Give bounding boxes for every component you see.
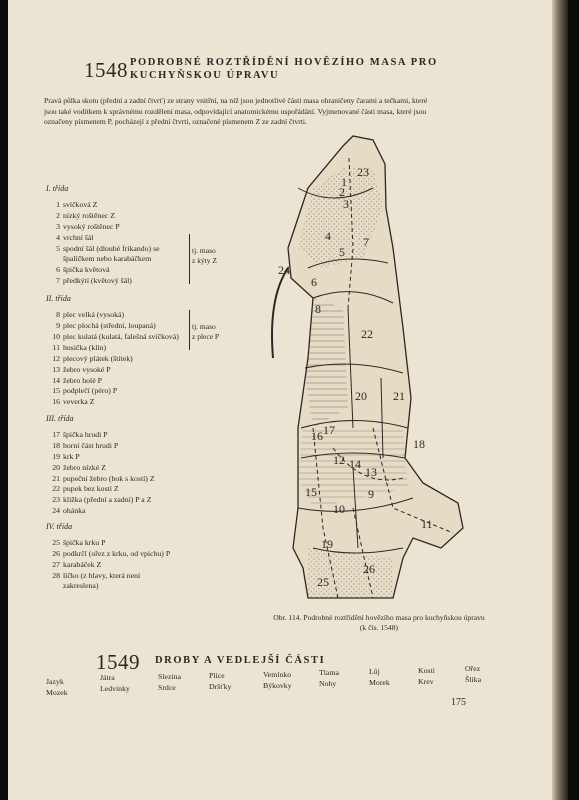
list-item: 20 žebro nízké Z — [52, 463, 106, 472]
list-item: 14 žebro holé P — [52, 376, 102, 385]
intro-line: jsou také vodítkem k správnému rozdělení masa, odpovídající anatomickému uspořádání. Vyjmenované části masa, které jsou — [44, 106, 427, 116]
region-label: 25 — [317, 575, 329, 589]
organ-pair: Vemínko Býkovky — [263, 670, 292, 690]
list-item: 25 špička krku P — [52, 538, 106, 547]
list-item: 3 vysoký roštěnec P — [56, 222, 120, 231]
list-item: 18 horní část hrudi P — [52, 441, 119, 450]
book-page-edge — [552, 0, 568, 800]
list-item: 21 pupeční žebro (bok s kostí) Z — [52, 474, 155, 483]
organ-pair: Játra Ledvinky — [100, 673, 130, 693]
list-item: 1 svíčková Z — [56, 200, 98, 209]
region-label: 19 — [321, 537, 333, 551]
class-heading: IV. třída — [46, 522, 73, 531]
list-item: 22 pupek bez kostí Z — [52, 484, 119, 493]
region-label: 12 — [333, 453, 345, 467]
list-item: 13 žebro vysoké P — [52, 365, 111, 374]
class-heading: III. třída — [46, 414, 74, 423]
list-item: zakreslena) — [63, 581, 99, 590]
bracket-note-kyta: tj. maso z kýty Z — [192, 246, 217, 265]
region-label: 7 — [363, 235, 369, 249]
organ-pair: Jazyk Mozek — [46, 677, 68, 697]
list-item: 12 plecový plátek (štítek) — [52, 354, 133, 363]
section-title-1549: DROBY A VEDLEJŠÍ ČÁSTI — [155, 655, 326, 666]
region-label: 14 — [349, 457, 361, 471]
section-title-1548 — [130, 56, 438, 82]
list-item: 8 plec velká (vysoká) — [56, 310, 125, 319]
list-item: špalíčkem nebo karabáčkem — [63, 254, 152, 263]
list-item: 5 spodní šál (dlouhé frikando) se — [56, 244, 160, 253]
organ-pair: Tlama Nohy — [319, 668, 339, 688]
region-label: 5 — [339, 245, 345, 259]
list-item: 2 nízký roštěnec Z — [56, 211, 115, 220]
list-item: 23 kližka (přední a zadní) P a Z — [52, 495, 152, 504]
bracket-note-plec: tj. maso z plece P — [192, 322, 220, 341]
figure-caption: Obr. 114. Podrobné roztřídění hovězího masa pro kuchyňskou úpravu (k čís. 1548) — [273, 613, 485, 632]
region-label: 16 — [311, 429, 323, 443]
region-label: 15 — [305, 485, 317, 499]
region-label: 26 — [363, 562, 375, 576]
section-title-line: PODROBNÉ ROZTŘÍDĚNÍ HOVĚZÍHO MASA PRO — [130, 57, 438, 68]
organ-pair: Plíce Dršťky — [209, 671, 232, 691]
organ-pair: Kosti Krev — [418, 666, 435, 686]
region-label: 3 — [343, 197, 349, 211]
list-item: 17 špička hrudi P — [52, 430, 108, 439]
list-item: 10 plec kulatá (kulatá, falešná svíčková) — [52, 332, 179, 341]
list-item: 4 vrchní šál — [56, 233, 94, 242]
organ-pair: Lůj Morek — [369, 667, 390, 687]
organ-pair: Slezina Srdce — [158, 672, 181, 692]
region-label: 6 — [311, 275, 317, 289]
section-title-line: KUCHYŇSKOU ÚPRAVU — [130, 70, 280, 81]
list-item: 26 podkrčí (ořez z krku, od vpichu) P — [52, 549, 171, 558]
list-item: 15 podplečí (péro) P — [52, 386, 118, 395]
region-label: 4 — [325, 229, 331, 243]
intro-line: označeny písmenem P, pocházejí z přední čtvrti, označené písmenem Z ze zadní čtvrti. — [44, 117, 307, 127]
list-item: 9 plec plochá (střední, loupaná) — [56, 321, 156, 330]
region-label: 21 — [393, 389, 405, 403]
section-number-1549: 1549 — [96, 650, 140, 674]
page-number: 175 — [451, 697, 466, 708]
region-label: 9 — [368, 487, 374, 501]
list-item: 16 veverka Z — [52, 397, 95, 406]
region-label: 18 — [413, 437, 425, 451]
region-label: 10 — [333, 502, 345, 516]
book-page — [8, 0, 552, 800]
intro-paragraph — [44, 96, 504, 128]
list-item: 6 špička květová — [56, 265, 110, 274]
region-label: 13 — [365, 465, 377, 479]
list-item: 27 karabáček Z — [52, 560, 102, 569]
bracket-kyta — [184, 234, 190, 284]
beef-carcass-diagram — [253, 128, 483, 608]
intro-line: Pravá půlka skotu (přední a zadní čtvrť) ze strany vnitřní, na níž jsou jednotlivé části masa ohraničeny čarami a tečkami, které — [44, 96, 428, 105]
region-label: 2 — [339, 185, 345, 199]
list-item: 11 husička (klín) — [52, 343, 107, 352]
list-item: 28 líčko (z hlavy, která není — [52, 571, 141, 580]
list-item: 7 předkýtí (květový šál) — [56, 276, 132, 285]
section-number-1548: 1548 — [84, 58, 128, 82]
region-label: 11 — [421, 517, 433, 531]
organ-pair: Ořez Šlika — [465, 664, 482, 684]
bracket-plec — [184, 310, 190, 350]
class-heading: I. třída — [46, 184, 69, 193]
region-label: 22 — [361, 327, 373, 341]
region-label: 20 — [355, 389, 367, 403]
list-item: 19 krk P — [52, 452, 80, 461]
class-heading: II. třída — [46, 294, 71, 303]
region-label: 1 — [341, 175, 347, 189]
region-label: 23 — [357, 165, 369, 179]
region-label: 8 — [315, 302, 321, 316]
region-label: 24 — [278, 263, 290, 277]
list-item: 24 ohánka — [52, 506, 86, 515]
region-label: 17 — [323, 423, 335, 437]
tail — [272, 268, 288, 358]
